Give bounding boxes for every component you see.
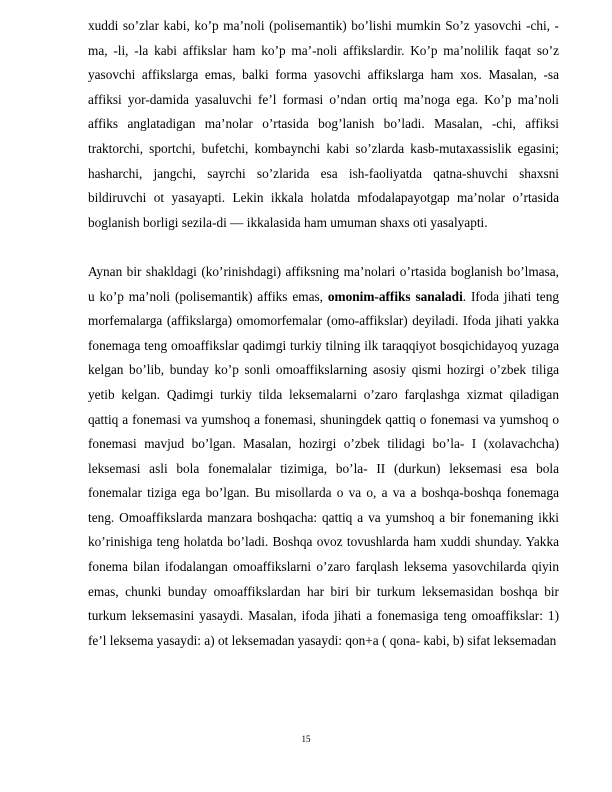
document-page [88, 14, 559, 653]
bold-term: omonim-affiks sanaladi [327, 288, 463, 304]
page-number: 15 [301, 734, 311, 744]
paragraph-polysemantic-affixes: xuddi so’zlar kabi, ko’p ma’noli (polisemantik) bo’lishi mumkin So’z yasovchi -chi, -ma, -li, -la kabi affikslar ham ko’p ma’-noli affikslardir. Ko’p ma’nolilik faqat so’z yasovchi affikslarga emas, balki forma yasovchi affikslarga ham xos. Masalan, -sa affiksi yor-damida yasaluvchi fe’l formasi o’ndan ortiq ma’noga ega. Ko’p ma’noli affiks anglatadigan ma’nolar o’rtasida bog’lanish bo’ladi. Masalan, -chi, affiksi traktorchi, sportchi, bufetchi, kombaynchi kabi so’zlarda kasb-mutaxassislik egasini; hasharchi, jangchi, sayrchi so’zlarida esa ish-faoliyatda qatna-shuvchi shaxsni bildiruvchi ot yasayapti. Lekin ikkala holatda mfodalapayotgap ma’nolar o’rtasida boglanish borligi sezila-di — ikkalasida ham umuman shaxs oti yasalyapti. [88, 18, 559, 230]
paragraph-homonym-affixes [88, 260, 559, 654]
paragraph-text-start: Aynan bir shakldagi (ko’rinishdagi) affiksning ma’nolari o’rtasida boglanish bo’lmasa, u ko’p ma’noli (polisemantik) affiks emas, [88, 263, 559, 304]
paragraph-text-rest: . Ifoda jihati teng morfemalarga (affikslarga) omomorfemalar (omo-affikslar) deyiladi. Ifoda jihati yakka fonemaga teng omoaffikslar qadimgi turkiy tilning ilk taraqqiyot bosqichidayoq yuzaga kelgan bo’lib, bunday ko’p sonli omoaffikslarning asosiy qismi hozirgi o’zbek tiliga yetib kelgan. Qadimgi turkiy tilda leksemalarni o’zaro farqlashga xizmat qiladigan qattiq a fonemasi va yumshoq a fonemasi, shuningdek qattiq o fonemasi va yumshoq o fonemasi mavjud bo’lgan. Masalan, hozirgi o’zbek tilidagi bo’la- I (xolavachcha) leksemasi asli bola fonemalalar tizimiga, bo’la- II (durkun) leksemasi esa bola fonemalar tiziga ega bo’lgan. Bu misollarda o va o, a va a boshqa-boshqa fonemaga teng. Omoaffikslarda manzara boshqacha: qattiq a va yumshoq a bir fonemaning ikki ko’rinishiga teng holatda bo’ladi. Boshqa ovoz tovushlarda ham xuddi shunday. Yakka fonema bilan ifodalangan omoaffikslarni o’zaro farqlash leksema yasovchilarda qiyin emas, chunki bunday omoaffikslardan har biri bir turkum leksemasidan boshqa bir turkum leksemasini yasaydi. Masalan, ifoda jihati a fonemasiga teng omoaffikslar: 1) fe’l leksema yasaydi: a) ot leksemadan yasaydi: qon+a ( qona- kabi, b) sifat leksemadan [88, 288, 560, 648]
